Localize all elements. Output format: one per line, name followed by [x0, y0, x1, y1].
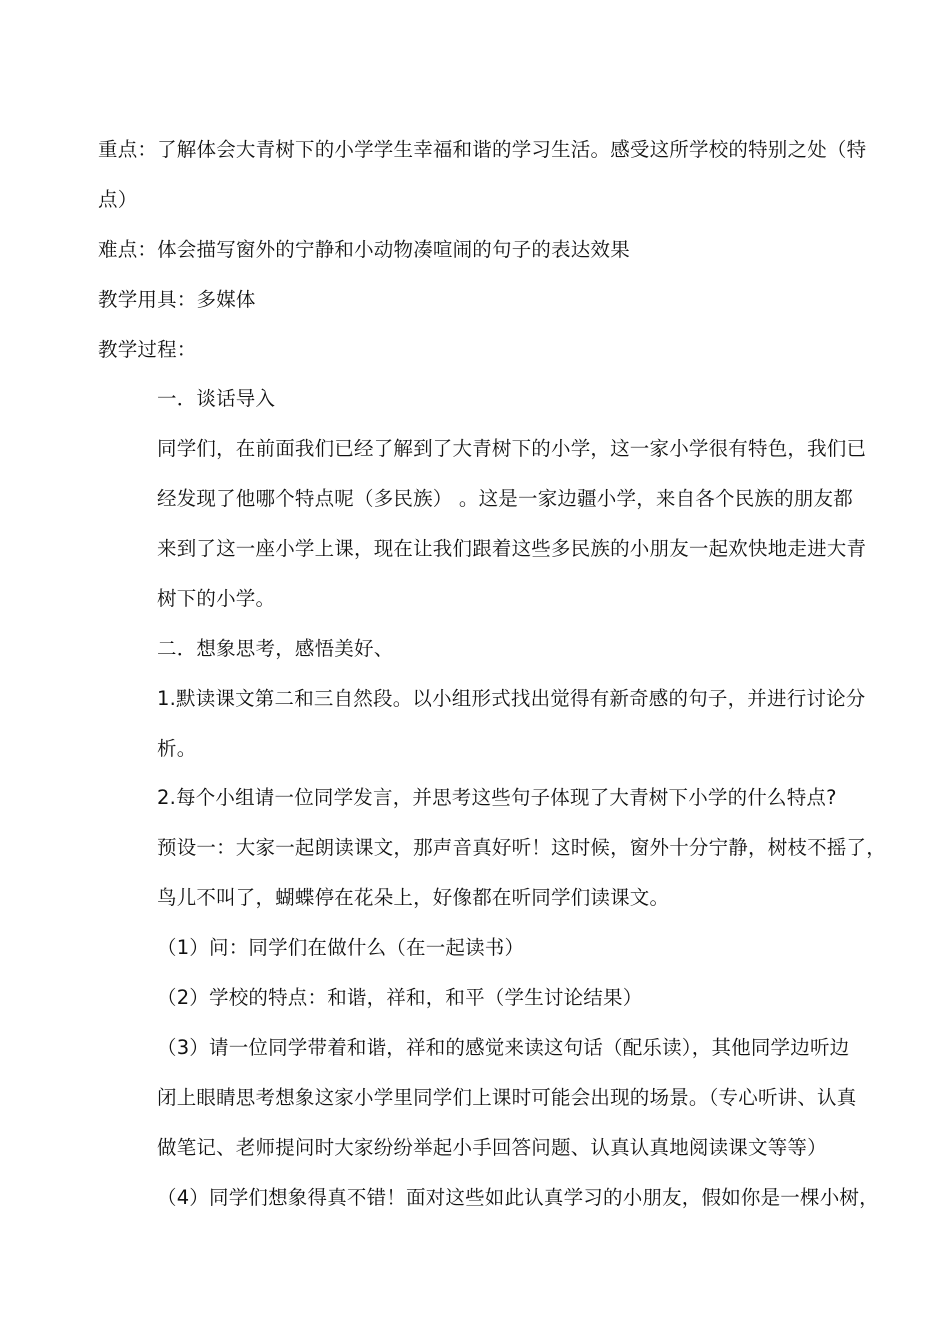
list-item-line: （4）同学们想象得真不错！面对这些如此认真学习的小朋友，假如你是一棵小树，: [157, 1186, 879, 1209]
paragraph-line: 1.默读课文第二和三自然段。以小组形式找出觉得有新奇感的句子，并进行讨论分: [157, 687, 866, 710]
paragraph-line: 来到了这一座小学上课，现在让我们跟着这些多民族的小朋友一起欢快地走进大青: [157, 537, 867, 560]
list-item-line: （2）学校的特点：和谐，祥和，和平（学生讨论结果）: [157, 986, 643, 1009]
list-item-line: （1）问：同学们在做什么（在一起读书）: [157, 936, 525, 959]
paragraph-line: 鸟儿不叫了，蝴蝶停在花朵上，好像都在听同学们读课文。: [157, 886, 670, 909]
paragraph-line: 经发现了他哪个特点呢（多民族） 。这是一家边疆小学，来自各个民族的朋友都: [157, 487, 853, 510]
paragraph-line: 树下的小学。: [157, 587, 276, 610]
paragraph-line: 预设一：大家一起朗读课文，那声音真好听！这时候，窗外十分宁静，树枝不摇了，: [157, 836, 886, 859]
key-point-line-2: 点）: [98, 188, 138, 211]
difficult-point-line: 难点：体会描写窗外的宁静和小动物凑喧闹的句子的表达效果: [98, 238, 630, 261]
teaching-tools-line: 教学用具：多媒体: [98, 288, 256, 311]
section-two-heading: 二．想象思考，感悟美好、: [157, 637, 394, 660]
teaching-process-heading: 教学过程：: [98, 338, 197, 361]
paragraph-line: 闭上眼睛思考想象这家小学里同学们上课时可能会出现的场景。（专心听讲、认真: [157, 1086, 857, 1109]
list-item-line: （3）请一位同学带着和谐，祥和的感觉来读这句话（配乐读），其他同学边听边: [157, 1036, 850, 1059]
key-point-line-1: 重点：了解体会大青树下的小学学生幸福和谐的学习生活。感受这所学校的特别之处（特: [98, 138, 867, 161]
paragraph-line: 2.每个小组请一位同学发言，并思考这些句子体现了大青树下小学的什么特点?: [157, 786, 837, 809]
paragraph-line: 析。: [157, 737, 197, 760]
paragraph-line: 做笔记、老师提问时大家纷纷举起小手回答问题、认真认真地阅读课文等等）: [157, 1136, 827, 1159]
paragraph-line: 同学们，在前面我们已经了解到了大青树下的小学，这一家小学很有特色，我们已: [157, 437, 867, 460]
section-one-heading: 一．谈话导入: [157, 387, 276, 410]
